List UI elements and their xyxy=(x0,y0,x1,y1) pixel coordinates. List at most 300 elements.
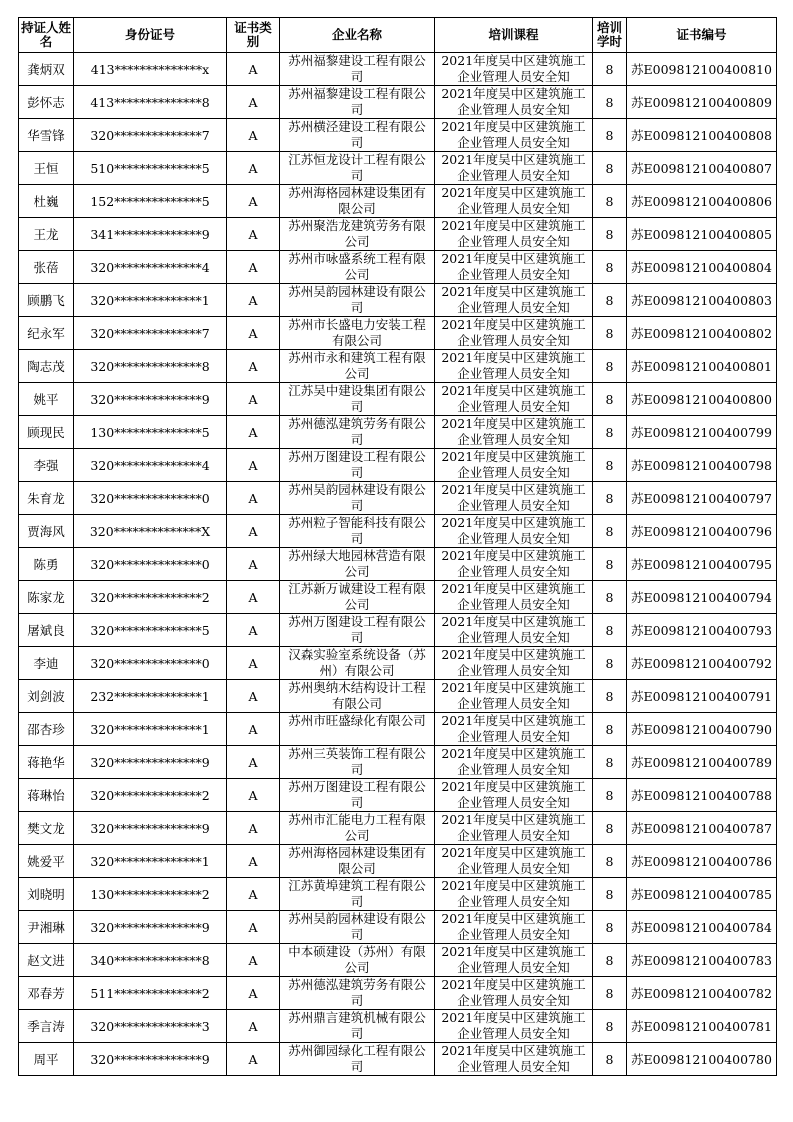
cell-course xyxy=(435,779,593,812)
cell-course-text: 2021年度吴中区建筑施工企业管理人员安全知 xyxy=(441,251,586,282)
cell-company-text: 苏州德泓建筑劳务有限公司 xyxy=(288,416,426,447)
cell-company-text: 苏州奥纳木结构设计工程有限公司 xyxy=(288,680,426,711)
cell-cert-no: 苏E009812100400794 xyxy=(627,581,777,614)
cell-company-text: 苏州粒子智能科技有限公司 xyxy=(288,515,426,546)
cell-company xyxy=(280,614,435,647)
cell-holder-name: 刘晓明 xyxy=(19,878,74,911)
table-body xyxy=(19,53,777,1076)
cell-hours: 8 xyxy=(593,284,627,317)
cell-course xyxy=(435,185,593,218)
cell-company-text: 苏州市汇能电力工程有限公司 xyxy=(288,812,426,843)
cell-company-text: 苏州吴韵园林建设有限公司 xyxy=(288,911,426,942)
cell-id-number: 320**************3 xyxy=(74,1010,227,1043)
table-row xyxy=(19,878,777,911)
cell-cert-type: A xyxy=(227,746,280,779)
cell-hours: 8 xyxy=(593,845,627,878)
cell-cert-type: A xyxy=(227,581,280,614)
table-row xyxy=(19,779,777,812)
cell-course xyxy=(435,515,593,548)
cell-company xyxy=(280,845,435,878)
cell-course-text: 2021年度吴中区建筑施工企业管理人员安全知 xyxy=(441,845,586,876)
cell-holder-name: 陶志茂 xyxy=(19,350,74,383)
cell-cert-no: 苏E009812100400796 xyxy=(627,515,777,548)
cell-company xyxy=(280,812,435,845)
cell-holder-name: 王龙 xyxy=(19,218,74,251)
cell-course xyxy=(435,383,593,416)
cell-course xyxy=(435,680,593,713)
table-row xyxy=(19,614,777,647)
header-cert-no: 证书编号 xyxy=(627,18,777,53)
cell-course xyxy=(435,845,593,878)
cell-course-text: 2021年度吴中区建筑施工企业管理人员安全知 xyxy=(441,185,586,216)
cell-course xyxy=(435,53,593,86)
cell-cert-no: 苏E009812100400801 xyxy=(627,350,777,383)
cell-course xyxy=(435,86,593,119)
cell-company-text: 苏州聚浩龙建筑劳务有限公司 xyxy=(288,218,426,249)
cell-course xyxy=(435,614,593,647)
cell-holder-name: 陈勇 xyxy=(19,548,74,581)
cell-id-number: 413**************x xyxy=(74,53,227,86)
cell-cert-type: A xyxy=(227,185,280,218)
cell-holder-name: 邓春芳 xyxy=(19,977,74,1010)
cell-cert-no: 苏E009812100400810 xyxy=(627,53,777,86)
cell-cert-no: 苏E009812100400799 xyxy=(627,416,777,449)
cell-cert-type: A xyxy=(227,1010,280,1043)
cell-hours: 8 xyxy=(593,647,627,680)
cell-company xyxy=(280,779,435,812)
cell-course-text: 2021年度吴中区建筑施工企业管理人员安全知 xyxy=(441,911,586,942)
cell-company-text: 江苏恒龙设计工程有限公司 xyxy=(288,152,426,183)
table-row xyxy=(19,152,777,185)
cell-cert-type: A xyxy=(227,416,280,449)
cell-course xyxy=(435,284,593,317)
cell-id-number: 320**************4 xyxy=(74,251,227,284)
cell-company xyxy=(280,713,435,746)
cell-company-text: 苏州吴韵园林建设有限公司 xyxy=(288,284,426,315)
cell-hours: 8 xyxy=(593,977,627,1010)
cell-course xyxy=(435,548,593,581)
cell-course-text: 2021年度吴中区建筑施工企业管理人员安全知 xyxy=(441,977,586,1008)
cell-holder-name: 华雪锋 xyxy=(19,119,74,152)
cell-cert-type: A xyxy=(227,218,280,251)
cell-company xyxy=(280,911,435,944)
cell-company-text: 苏州万图建设工程有限公司 xyxy=(288,449,426,480)
cell-cert-no: 苏E009812100400791 xyxy=(627,680,777,713)
cell-company-text: 苏州海格园林建设集团有限公司 xyxy=(288,185,426,216)
cell-hours: 8 xyxy=(593,746,627,779)
cell-course xyxy=(435,581,593,614)
cell-hours: 8 xyxy=(593,185,627,218)
cell-company-text: 江苏吴中建设集团有限公司 xyxy=(288,383,426,414)
cell-course-text: 2021年度吴中区建筑施工企业管理人员安全知 xyxy=(441,482,586,513)
cell-cert-type: A xyxy=(227,350,280,383)
cell-cert-no: 苏E009812100400809 xyxy=(627,86,777,119)
cell-holder-name: 李强 xyxy=(19,449,74,482)
cell-course xyxy=(435,977,593,1010)
cell-hours: 8 xyxy=(593,449,627,482)
cell-company xyxy=(280,1010,435,1043)
cell-id-number: 152**************5 xyxy=(74,185,227,218)
cell-company-text: 苏州海格园林建设集团有限公司 xyxy=(288,845,426,876)
cell-id-number: 510**************5 xyxy=(74,152,227,185)
cell-course xyxy=(435,152,593,185)
cell-id-number: 320**************4 xyxy=(74,449,227,482)
cell-id-number: 320**************9 xyxy=(74,746,227,779)
cell-hours: 8 xyxy=(593,944,627,977)
cell-holder-name: 李迪 xyxy=(19,647,74,680)
cell-company-text: 江苏新万诚建设工程有限公司 xyxy=(288,581,426,612)
table-row xyxy=(19,548,777,581)
cell-id-number: 320**************9 xyxy=(74,812,227,845)
certificate-table xyxy=(18,17,777,1076)
cell-cert-no: 苏E009812100400805 xyxy=(627,218,777,251)
cell-id-number: 320**************0 xyxy=(74,482,227,515)
cell-holder-name: 杜巍 xyxy=(19,185,74,218)
cell-hours: 8 xyxy=(593,350,627,383)
cell-holder-name: 朱育龙 xyxy=(19,482,74,515)
cell-course-text: 2021年度吴中区建筑施工企业管理人员安全知 xyxy=(441,416,586,447)
cell-company xyxy=(280,185,435,218)
cell-cert-no: 苏E009812100400803 xyxy=(627,284,777,317)
cell-course-text: 2021年度吴中区建筑施工企业管理人员安全知 xyxy=(441,86,586,117)
cell-hours: 8 xyxy=(593,218,627,251)
cell-cert-no: 苏E009812100400784 xyxy=(627,911,777,944)
cell-id-number: 320**************2 xyxy=(74,779,227,812)
cell-course-text: 2021年度吴中区建筑施工企业管理人员安全知 xyxy=(441,53,586,84)
header-course: 培训课程 xyxy=(435,18,593,53)
table-row xyxy=(19,1043,777,1076)
cell-course-text: 2021年度吴中区建筑施工企业管理人员安全知 xyxy=(441,713,586,744)
cell-company xyxy=(280,449,435,482)
cell-cert-type: A xyxy=(227,119,280,152)
cell-cert-type: A xyxy=(227,383,280,416)
cell-id-number: 320**************1 xyxy=(74,713,227,746)
cell-cert-type: A xyxy=(227,515,280,548)
cell-id-number: 320**************1 xyxy=(74,284,227,317)
cell-hours: 8 xyxy=(593,383,627,416)
header-hours: 培训学时 xyxy=(593,18,627,53)
table-row xyxy=(19,449,777,482)
cell-company-text: 苏州吴韵园林建设有限公司 xyxy=(288,482,426,513)
cell-cert-type: A xyxy=(227,53,280,86)
cell-hours: 8 xyxy=(593,878,627,911)
cell-cert-no: 苏E009812100400787 xyxy=(627,812,777,845)
cell-company-text: 苏州横泾建设工程有限公司 xyxy=(288,119,426,150)
table-row xyxy=(19,845,777,878)
header-company: 企业名称 xyxy=(280,18,435,53)
cell-company xyxy=(280,647,435,680)
cell-cert-type: A xyxy=(227,680,280,713)
cell-company-text: 苏州三英装饰工程有限公司 xyxy=(288,746,426,777)
cell-id-number: 413**************8 xyxy=(74,86,227,119)
table-row xyxy=(19,482,777,515)
cell-holder-name: 顾现民 xyxy=(19,416,74,449)
cell-company xyxy=(280,350,435,383)
cell-holder-name: 邵杏珍 xyxy=(19,713,74,746)
cell-hours: 8 xyxy=(593,614,627,647)
cell-hours: 8 xyxy=(593,251,627,284)
table-row xyxy=(19,1010,777,1043)
table-row xyxy=(19,911,777,944)
cell-course xyxy=(435,1043,593,1076)
cell-cert-type: A xyxy=(227,713,280,746)
cell-hours: 8 xyxy=(593,1010,627,1043)
cell-holder-name: 屠斌良 xyxy=(19,614,74,647)
cell-id-number: 320**************7 xyxy=(74,119,227,152)
cell-hours: 8 xyxy=(593,515,627,548)
cell-cert-type: A xyxy=(227,449,280,482)
table-row xyxy=(19,680,777,713)
cell-hours: 8 xyxy=(593,482,627,515)
cell-course-text: 2021年度吴中区建筑施工企业管理人员安全知 xyxy=(441,779,586,810)
table-row xyxy=(19,515,777,548)
cell-id-number: 320**************1 xyxy=(74,845,227,878)
cell-cert-type: A xyxy=(227,779,280,812)
cell-hours: 8 xyxy=(593,317,627,350)
cell-course xyxy=(435,218,593,251)
cell-company-text: 汉森实验室系统设备（苏州）有限公司 xyxy=(288,647,426,678)
cell-hours: 8 xyxy=(593,119,627,152)
table-row xyxy=(19,416,777,449)
cell-course-text: 2021年度吴中区建筑施工企业管理人员安全知 xyxy=(441,812,586,843)
cell-id-number: 320**************5 xyxy=(74,614,227,647)
cell-hours: 8 xyxy=(593,680,627,713)
cell-holder-name: 彭怀志 xyxy=(19,86,74,119)
cell-course-text: 2021年度吴中区建筑施工企业管理人员安全知 xyxy=(441,878,586,909)
cell-course-text: 2021年度吴中区建筑施工企业管理人员安全知 xyxy=(441,647,586,678)
cell-cert-type: A xyxy=(227,845,280,878)
cell-holder-name: 王恒 xyxy=(19,152,74,185)
cell-id-number: 320**************7 xyxy=(74,317,227,350)
cell-cert-no: 苏E009812100400798 xyxy=(627,449,777,482)
cell-course xyxy=(435,350,593,383)
cell-id-number: 320**************X xyxy=(74,515,227,548)
cell-id-number: 320**************9 xyxy=(74,911,227,944)
cell-course xyxy=(435,647,593,680)
cell-company-text: 苏州市长盛电力安装工程有限公司 xyxy=(288,317,426,348)
cell-course xyxy=(435,746,593,779)
cell-hours: 8 xyxy=(593,53,627,86)
cell-cert-no: 苏E009812100400804 xyxy=(627,251,777,284)
cell-course xyxy=(435,416,593,449)
cell-hours: 8 xyxy=(593,1043,627,1076)
table-row xyxy=(19,185,777,218)
cell-company-text: 苏州万图建设工程有限公司 xyxy=(288,614,426,645)
cell-company xyxy=(280,284,435,317)
cell-cert-type: A xyxy=(227,86,280,119)
table-row xyxy=(19,218,777,251)
cell-company xyxy=(280,119,435,152)
cell-hours: 8 xyxy=(593,548,627,581)
cell-holder-name: 樊文龙 xyxy=(19,812,74,845)
cell-cert-no: 苏E009812100400786 xyxy=(627,845,777,878)
cell-id-number: 232**************1 xyxy=(74,680,227,713)
cell-cert-no: 苏E009812100400793 xyxy=(627,614,777,647)
cell-holder-name: 贾海风 xyxy=(19,515,74,548)
cell-cert-no: 苏E009812100400792 xyxy=(627,647,777,680)
cell-cert-no: 苏E009812100400790 xyxy=(627,713,777,746)
cell-id-number: 320**************0 xyxy=(74,548,227,581)
cell-course xyxy=(435,317,593,350)
cell-cert-type: A xyxy=(227,614,280,647)
cell-course-text: 2021年度吴中区建筑施工企业管理人员安全知 xyxy=(441,350,586,381)
header-id-number: 身份证号 xyxy=(74,18,227,53)
cell-course-text: 2021年度吴中区建筑施工企业管理人员安全知 xyxy=(441,284,586,315)
table-row xyxy=(19,350,777,383)
cell-course-text: 2021年度吴中区建筑施工企业管理人员安全知 xyxy=(441,944,586,975)
cell-course-text: 2021年度吴中区建筑施工企业管理人员安全知 xyxy=(441,317,586,348)
table-row xyxy=(19,581,777,614)
cell-cert-no: 苏E009812100400808 xyxy=(627,119,777,152)
table-row xyxy=(19,53,777,86)
cell-cert-type: A xyxy=(227,548,280,581)
cell-company-text: 苏州御园绿化工程有限公司 xyxy=(288,1043,426,1074)
cell-course-text: 2021年度吴中区建筑施工企业管理人员安全知 xyxy=(441,581,586,612)
cell-course xyxy=(435,482,593,515)
cell-holder-name: 纪永军 xyxy=(19,317,74,350)
cell-cert-type: A xyxy=(227,911,280,944)
cell-course-text: 2021年度吴中区建筑施工企业管理人员安全知 xyxy=(441,746,586,777)
cell-cert-type: A xyxy=(227,977,280,1010)
cell-hours: 8 xyxy=(593,416,627,449)
table-row xyxy=(19,944,777,977)
cell-cert-no: 苏E009812100400797 xyxy=(627,482,777,515)
cell-holder-name: 尹湘琳 xyxy=(19,911,74,944)
cell-id-number: 320**************9 xyxy=(74,1043,227,1076)
cell-id-number: 341**************9 xyxy=(74,218,227,251)
cell-company-text: 中本硕建设（苏州）有限公司 xyxy=(288,944,426,975)
cell-cert-type: A xyxy=(227,284,280,317)
cell-holder-name: 龚炳双 xyxy=(19,53,74,86)
cell-cert-no: 苏E009812100400789 xyxy=(627,746,777,779)
cell-company-text: 苏州绿大地园林营造有限公司 xyxy=(288,548,426,579)
cell-course-text: 2021年度吴中区建筑施工企业管理人员安全知 xyxy=(441,1010,586,1041)
cell-cert-type: A xyxy=(227,812,280,845)
cell-cert-no: 苏E009812100400780 xyxy=(627,1043,777,1076)
cell-holder-name: 赵文进 xyxy=(19,944,74,977)
cell-company xyxy=(280,581,435,614)
header-row xyxy=(19,18,777,53)
cell-cert-type: A xyxy=(227,1043,280,1076)
cell-cert-type: A xyxy=(227,317,280,350)
cell-id-number: 130**************2 xyxy=(74,878,227,911)
cell-course-text: 2021年度吴中区建筑施工企业管理人员安全知 xyxy=(441,152,586,183)
cell-company xyxy=(280,482,435,515)
cell-cert-type: A xyxy=(227,152,280,185)
table-row xyxy=(19,119,777,152)
cell-course-text: 2021年度吴中区建筑施工企业管理人员安全知 xyxy=(441,449,586,480)
table-row xyxy=(19,284,777,317)
table-row xyxy=(19,383,777,416)
cell-company xyxy=(280,152,435,185)
cell-course-text: 2021年度吴中区建筑施工企业管理人员安全知 xyxy=(441,614,586,645)
cell-course xyxy=(435,812,593,845)
cell-cert-no: 苏E009812100400788 xyxy=(627,779,777,812)
cell-company-text: 苏州福黎建设工程有限公司 xyxy=(288,53,426,84)
cell-holder-name: 姚爱平 xyxy=(19,845,74,878)
cell-cert-no: 苏E009812100400806 xyxy=(627,185,777,218)
cell-company-text: 江苏黄埠建筑工程有限公司 xyxy=(288,878,426,909)
cell-holder-name: 陈家龙 xyxy=(19,581,74,614)
cell-company-text: 苏州德泓建筑劳务有限公司 xyxy=(288,977,426,1008)
cell-id-number: 320**************0 xyxy=(74,647,227,680)
table-row xyxy=(19,86,777,119)
cell-holder-name: 蒋艳华 xyxy=(19,746,74,779)
cell-cert-no: 苏E009812100400802 xyxy=(627,317,777,350)
cell-hours: 8 xyxy=(593,779,627,812)
cell-company xyxy=(280,548,435,581)
cell-cert-no: 苏E009812100400781 xyxy=(627,1010,777,1043)
cell-company xyxy=(280,86,435,119)
cell-course xyxy=(435,878,593,911)
cell-hours: 8 xyxy=(593,812,627,845)
table-row xyxy=(19,647,777,680)
cell-holder-name: 蒋琳怡 xyxy=(19,779,74,812)
cell-holder-name: 刘剑波 xyxy=(19,680,74,713)
cell-course-text: 2021年度吴中区建筑施工企业管理人员安全知 xyxy=(441,1043,586,1074)
cell-course xyxy=(435,1010,593,1043)
table-header xyxy=(19,18,777,53)
cell-id-number: 130**************5 xyxy=(74,416,227,449)
cell-company xyxy=(280,680,435,713)
cell-company xyxy=(280,251,435,284)
cell-company xyxy=(280,53,435,86)
cell-company xyxy=(280,383,435,416)
cell-course xyxy=(435,713,593,746)
cell-cert-type: A xyxy=(227,482,280,515)
cell-holder-name: 张蓓 xyxy=(19,251,74,284)
header-cert-type: 证书类别 xyxy=(227,18,280,53)
cell-course xyxy=(435,251,593,284)
cell-holder-name: 顾鹏飞 xyxy=(19,284,74,317)
table-row xyxy=(19,812,777,845)
cell-company-text: 苏州市旺盛绿化有限公司 xyxy=(288,713,426,728)
cell-company-text: 苏州福黎建设工程有限公司 xyxy=(288,86,426,117)
cell-course xyxy=(435,449,593,482)
cell-company-text: 苏州市咏盛系统工程有限公司 xyxy=(288,251,426,282)
cell-course-text: 2021年度吴中区建筑施工企业管理人员安全知 xyxy=(441,218,586,249)
cell-course-text: 2021年度吴中区建筑施工企业管理人员安全知 xyxy=(441,548,586,579)
cell-hours: 8 xyxy=(593,713,627,746)
cell-course-text: 2021年度吴中区建筑施工企业管理人员安全知 xyxy=(441,383,586,414)
table-row xyxy=(19,746,777,779)
table-row xyxy=(19,251,777,284)
cell-cert-no: 苏E009812100400782 xyxy=(627,977,777,1010)
cell-company xyxy=(280,416,435,449)
cell-holder-name: 季言涛 xyxy=(19,1010,74,1043)
cell-company xyxy=(280,218,435,251)
cell-company xyxy=(280,746,435,779)
cell-cert-type: A xyxy=(227,647,280,680)
cell-cert-type: A xyxy=(227,944,280,977)
cell-course xyxy=(435,944,593,977)
cell-id-number: 340**************8 xyxy=(74,944,227,977)
cell-cert-no: 苏E009812100400785 xyxy=(627,878,777,911)
cell-cert-no: 苏E009812100400783 xyxy=(627,944,777,977)
cell-cert-no: 苏E009812100400795 xyxy=(627,548,777,581)
cell-hours: 8 xyxy=(593,86,627,119)
header-holder-name: 持证人姓名 xyxy=(19,18,74,53)
cell-id-number: 320**************8 xyxy=(74,350,227,383)
cell-hours: 8 xyxy=(593,152,627,185)
cell-hours: 8 xyxy=(593,581,627,614)
cell-id-number: 320**************9 xyxy=(74,383,227,416)
cell-holder-name: 姚平 xyxy=(19,383,74,416)
cell-company xyxy=(280,977,435,1010)
cell-hours: 8 xyxy=(593,911,627,944)
table-row xyxy=(19,317,777,350)
cell-course-text: 2021年度吴中区建筑施工企业管理人员安全知 xyxy=(441,119,586,150)
